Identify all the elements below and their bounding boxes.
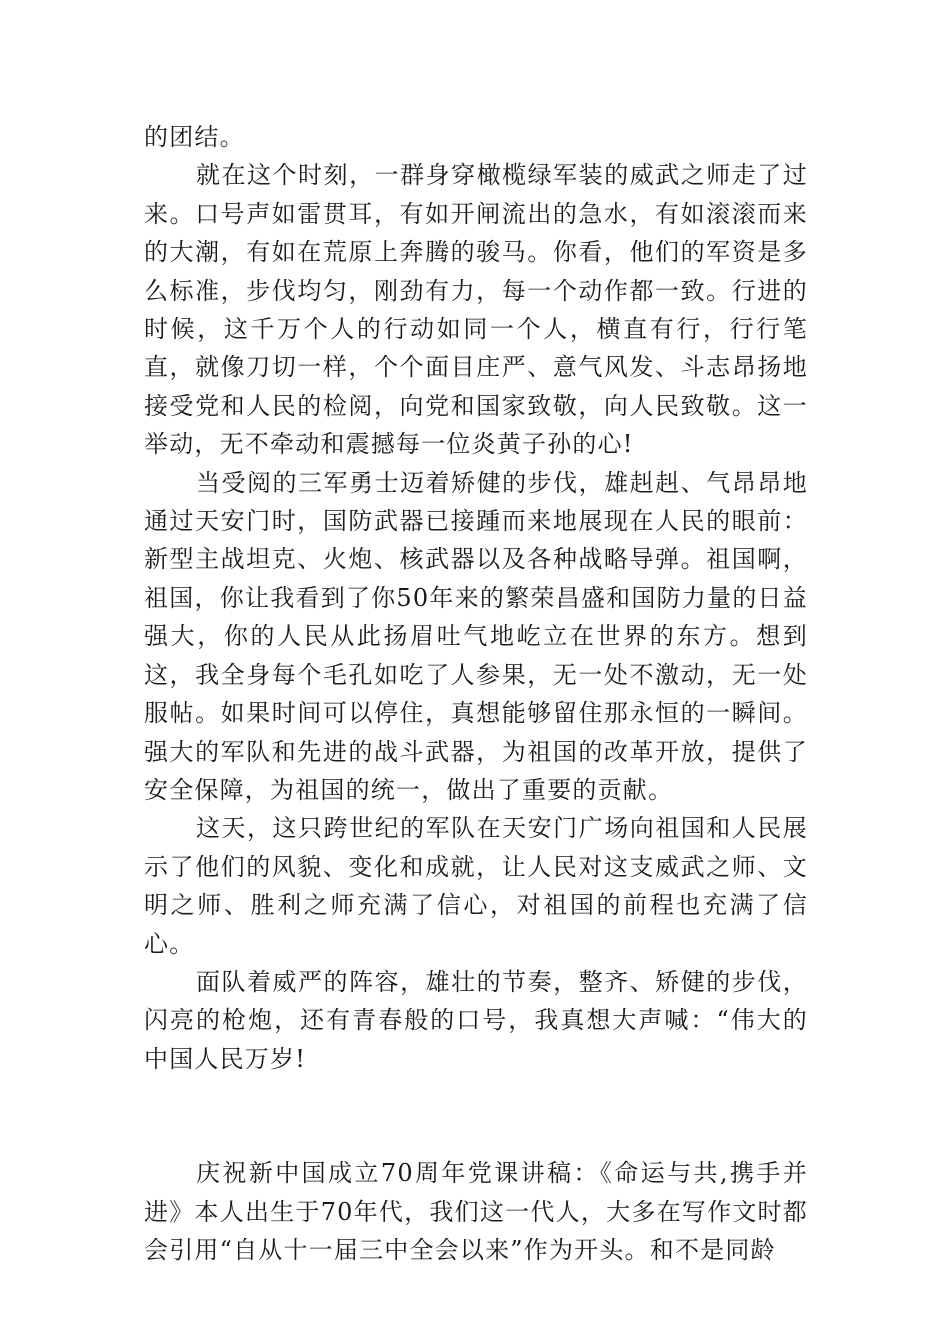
paragraph-military-parade: 就在这个时刻，一群身穿橄榄绿军装的威武之师走了过来。口号声如雷贯耳，有如开闸流出的急水，有如滚滚而来的大潮，有如在荒原上奔腾的骏马。你看，他们的军资是多么标准，步伐均匀，刚劲有力，每一个动作都一致。行进的时候，这千万个人的行动如同一个人，横直有行，行行笔直，就像刀切一样，个个面目庄严、意气风发、斗志昂扬地接受党和人民的检阅，向党和国家致敬，向人民致敬。这一举动，无不牵动和震撼每一位炎黄子孙的心!: [144, 161, 808, 459]
paragraph-gap: [144, 1078, 808, 1154]
paragraph-exclamation: 面队着威严的阵容，雄壮的节奏，整齐、矫健的步伐，闪亮的枪炮，还有青春般的口号，我真想大声喊：“伟大的中国人民万岁!: [144, 967, 808, 1073]
paragraph-continuation: 的团结。: [144, 123, 245, 151]
paragraph-army-display: 这天，这只跨世纪的军队在天安门广场向祖国和人民展示了他们的风貌、变化和成就，让人民对这支威武之师、文明之师、胜利之师充满了信心，对祖国的前程也充满了信心。: [144, 814, 808, 958]
document-body: [144, 118, 808, 1269]
paragraph-speech-intro: 庆祝新中国成立70周年党课讲稿：《命运与共,携手并进》本人出生于70年代，我们这一代人，大多在写作文时都会引用“自从十一届三中全会以来”作为开头。和不是同龄: [144, 1159, 808, 1264]
paragraph-national-defense: 当受阅的三军勇士迈着矫健的步伐，雄赳赳、气昂昂地通过天安门时，国防武器已接踵而来地展现在人民的眼前：新型主战坦克、火炮、核武器以及各种战略导弹。祖国啊，祖国，你让我看到了你50年来的繁荣昌盛和国防力量的日益强大，你的人民从此扬眉吐气地屹立在世界的东方。想到这，我全身每个毛孔如吃了人参果，无一处不激动，无一处服帖。如果时间可以停住，真想能够留住那永恒的一瞬间。强大的军队和先进的战斗武器，为祖国的改革开放，提供了安全保障，为祖国的统一，做出了重要的贡献。: [144, 468, 808, 804]
